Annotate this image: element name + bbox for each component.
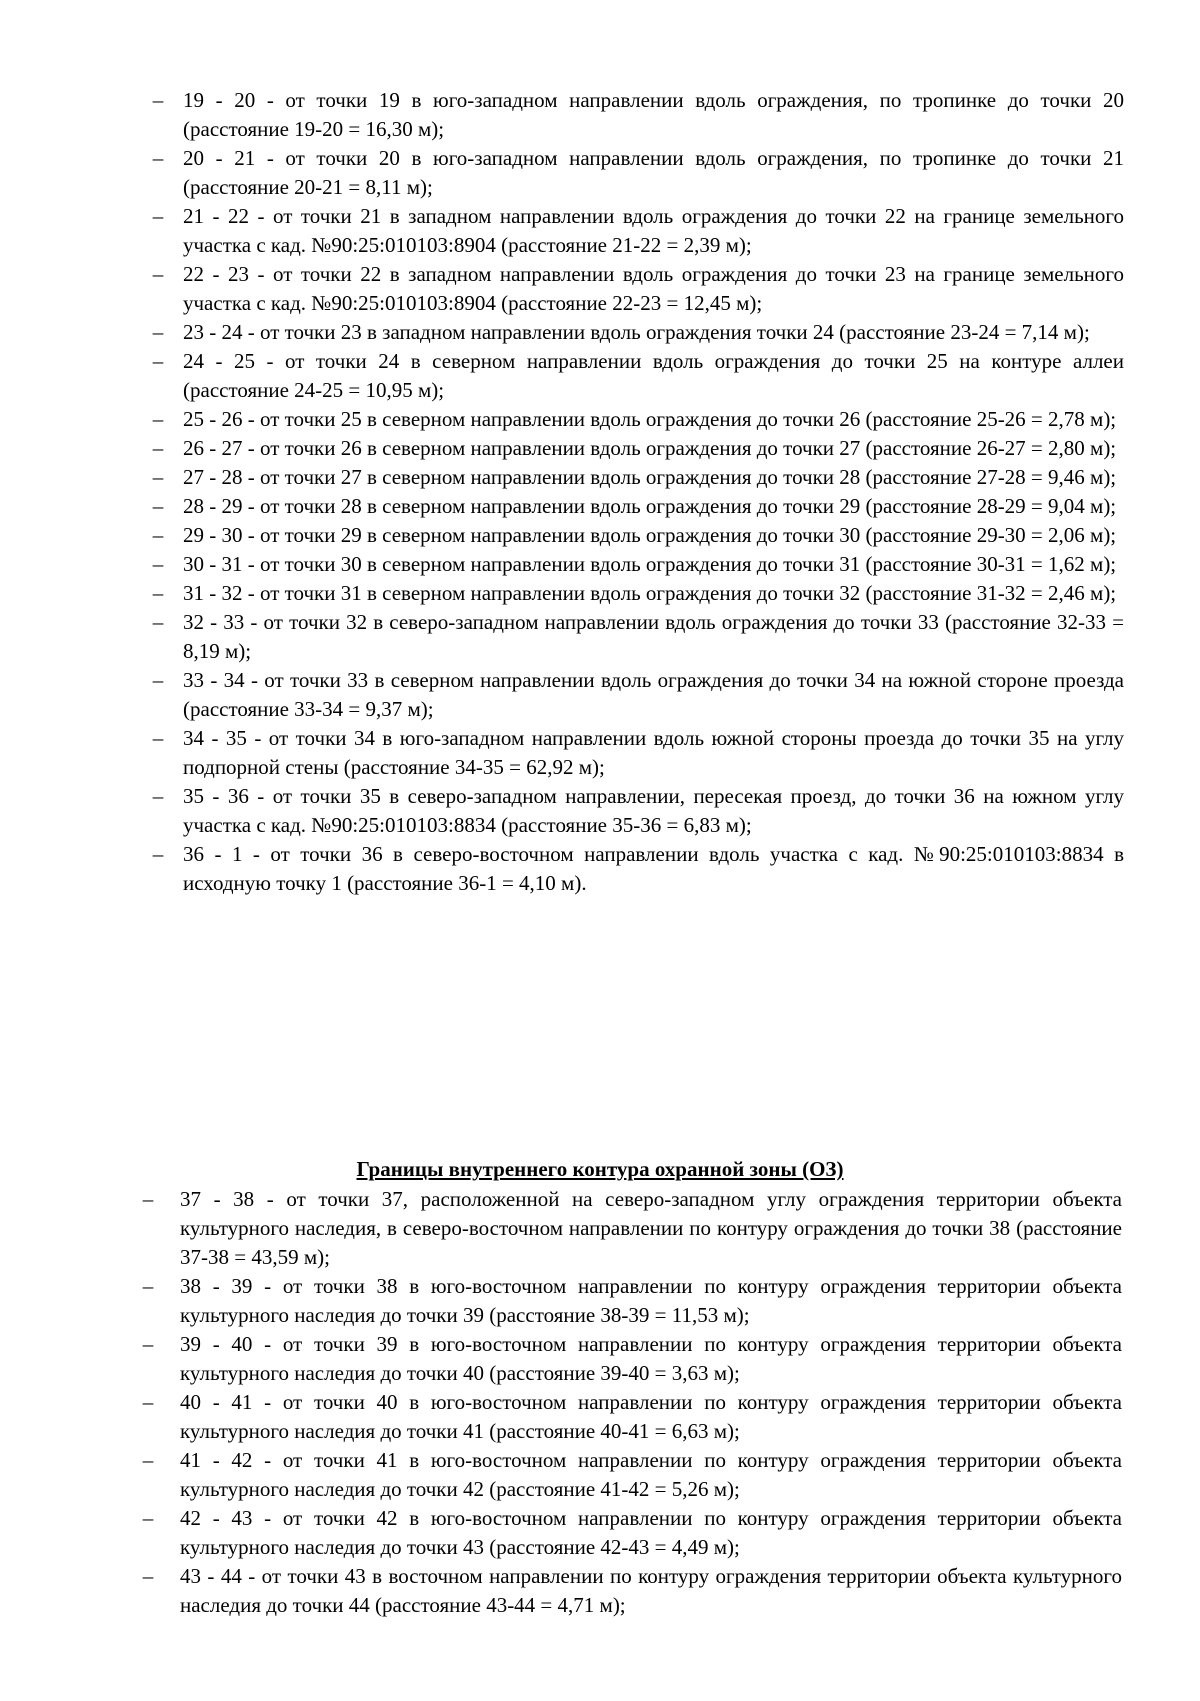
bullet-dash: – (152, 407, 164, 431)
list-item-text: 36 - 1 - от точки 36 в северо-восточном направлении вдоль участка с кад. №90:25:010103:8834 в исходную точку 1 (расстояние 36-1 = 4,10 м). (183, 842, 1124, 895)
list-item (0, 1330, 1200, 1388)
list-item (0, 1504, 1200, 1562)
list-item-text: 22 - 23 - от точки 22 в западном направлении вдоль ограждения до точки 23 на границе земельного участка с кад. №90:25:010103:8904 (расстояние 22-23 = 12,45 м); (183, 262, 1124, 315)
list-item-text: 42 - 43 - от точки 42 в юго-восточном направлении по контуру ограждения территории объекта культурного наследия до точки 43 (расстояние 42-43 = 4,49 м); (180, 1506, 1122, 1559)
bullet-dash: – (152, 88, 164, 112)
bullet-dash: – (152, 320, 164, 344)
bullet-dash: – (152, 436, 164, 460)
boundary-list-outer (0, 86, 1200, 898)
list-item-text: 27 - 28 - от точки 27 в северном направлении вдоль ограждения до точки 28 (расстояние 27-28 = 9,46 м); (183, 465, 1117, 489)
list-item-text: 43 - 44 - от точки 43 в восточном направлении по контуру ограждения территории объекта культурного наследия до точки 44 (расстояние 43-44 = 4,71 м); (180, 1564, 1122, 1617)
bullet-dash: – (152, 523, 164, 547)
list-item-text: 28 - 29 - от точки 28 в северном направлении вдоль ограждения до точки 29 (расстояние 28-29 = 9,04 м); (183, 494, 1117, 518)
list-item-text: 32 - 33 - от точки 32 в северо-западном направлении вдоль ограждения до точки 33 (расстояние 32-33 = 8,19 м); (183, 610, 1124, 663)
list-item (0, 608, 1200, 666)
bullet-dash: – (152, 610, 164, 634)
list-item-text: 25 - 26 - от точки 25 в северном направлении вдоль ограждения до точки 26 (расстояние 25-26 = 2,78 м); (183, 407, 1117, 431)
list-item (0, 492, 1200, 521)
list-item-text: 40 - 41 - от точки 40 в юго-восточном направлении по контуру ограждения территории объекта культурного наследия до точки 41 (расстояние 40-41 = 6,63 м); (180, 1390, 1122, 1443)
bullet-dash: – (152, 726, 164, 750)
list-item-text: 41 - 42 - от точки 41 в юго-восточном направлении по контуру ограждения территории объекта культурного наследия до точки 42 (расстояние 41-42 = 5,26 м); (180, 1448, 1122, 1501)
list-item-text: 24 - 25 - от точки 24 в северном направлении вдоль ограждения до точки 25 на контуре аллеи (расстояние 24-25 = 10,95 м); (183, 349, 1124, 402)
bullet-dash: – (152, 494, 164, 518)
list-item (0, 550, 1200, 579)
bullet-dash: – (142, 1332, 154, 1356)
list-item (0, 1185, 1200, 1272)
bullet-dash: – (152, 842, 164, 866)
bullet-dash: – (152, 581, 164, 605)
bullet-dash: – (152, 465, 164, 489)
list-item (0, 434, 1200, 463)
list-item-text: 19 - 20 - от точки 19 в юго-западном направлении вдоль ограждения, по тропинке до точки 20 (расстояние 19-20 = 16,30 м); (183, 88, 1124, 141)
list-item-text: 26 - 27 - от точки 26 в северном направлении вдоль ограждения до точки 27 (расстояние 26-27 = 2,80 м); (183, 436, 1117, 460)
list-item (0, 202, 1200, 260)
bullet-dash: – (142, 1448, 154, 1472)
list-item (0, 724, 1200, 782)
list-item-text: 23 - 24 - от точки 23 в западном направлении вдоль ограждения точки 24 (расстояние 23-24 = 7,14 м); (183, 320, 1090, 344)
list-item (0, 1562, 1200, 1620)
list-item (0, 463, 1200, 492)
list-item (0, 840, 1200, 898)
list-item (0, 579, 1200, 608)
bullet-dash: – (152, 262, 164, 286)
list-item (0, 86, 1200, 144)
list-item-text: 35 - 36 - от точки 35 в северо-западном направлении, пересекая проезд, до точки 36 на южном углу участка с кад. №90:25:010103:8834 (расстояние 35-36 = 6,83 м); (183, 784, 1124, 837)
list-item-text: 29 - 30 - от точки 29 в северном направлении вдоль ограждения до точки 30 (расстояние 29-30 = 2,06 м); (183, 523, 1117, 547)
bullet-dash: – (152, 784, 164, 808)
list-item-text: 38 - 39 - от точки 38 в юго-восточном направлении по контуру ограждения территории объекта культурного наследия до точки 39 (расстояние 38-39 = 11,53 м); (180, 1274, 1122, 1327)
bullet-dash: – (152, 349, 164, 373)
list-item (0, 144, 1200, 202)
list-item-text: 33 - 34 - от точки 33 в северном направлении вдоль ограждения до точки 34 на южной стороне проезда (расстояние 33-34 = 9,37 м); (183, 668, 1124, 721)
list-item-text: 21 - 22 - от точки 21 в западном направлении вдоль ограждения до точки 22 на границе земельного участка с кад. №90:25:010103:8904 (расстояние 21-22 = 2,39 м); (183, 204, 1124, 257)
list-item-text: 37 - 38 - от точки 37, расположенной на северо-западном углу ограждения территории объекта культурного наследия, в северо-восточном направлении по контуру ограждения до точки 38 (расстояние 37-38 = 43,59 м); (180, 1187, 1122, 1269)
list-item (0, 347, 1200, 405)
list-item (0, 260, 1200, 318)
list-item (0, 318, 1200, 347)
bullet-dash: – (142, 1506, 154, 1530)
section-heading: Границы внутреннего контура охранной зоны (ОЗ) (356, 1157, 844, 1181)
list-item-text: 20 - 21 - от точки 20 в юго-западном направлении вдоль ограждения, по тропинке до точки 21 (расстояние 20-21 = 8,11 м); (183, 146, 1124, 199)
bullet-dash: – (142, 1274, 154, 1298)
list-item (0, 1272, 1200, 1330)
list-item (0, 521, 1200, 550)
list-item-text: 30 - 31 - от точки 30 в северном направлении вдоль ограждения до точки 31 (расстояние 30-31 = 1,62 м); (183, 552, 1117, 576)
bullet-dash: – (142, 1187, 154, 1211)
list-item (0, 1388, 1200, 1446)
list-item (0, 405, 1200, 434)
list-item-text: 39 - 40 - от точки 39 в юго-восточном направлении по контуру ограждения территории объекта культурного наследия до точки 40 (расстояние 39-40 = 3,63 м); (180, 1332, 1122, 1385)
list-item-text: 34 - 35 - от точки 34 в юго-западном направлении вдоль южной стороны проезда до точки 35 на углу подпорной стены (расстояние 34-35 = 62,92 м); (183, 726, 1124, 779)
bullet-dash: – (152, 668, 164, 692)
list-item (0, 782, 1200, 840)
bullet-dash: – (142, 1564, 154, 1588)
bullet-dash: – (152, 146, 164, 170)
bullet-dash: – (152, 552, 164, 576)
boundary-list-inner (0, 1185, 1200, 1620)
bullet-dash: – (152, 204, 164, 228)
list-item (0, 666, 1200, 724)
list-item-text: 31 - 32 - от точки 31 в северном направлении вдоль ограждения до точки 32 (расстояние 31-32 = 2,46 м); (183, 581, 1117, 605)
list-item (0, 1446, 1200, 1504)
bullet-dash: – (142, 1390, 154, 1414)
